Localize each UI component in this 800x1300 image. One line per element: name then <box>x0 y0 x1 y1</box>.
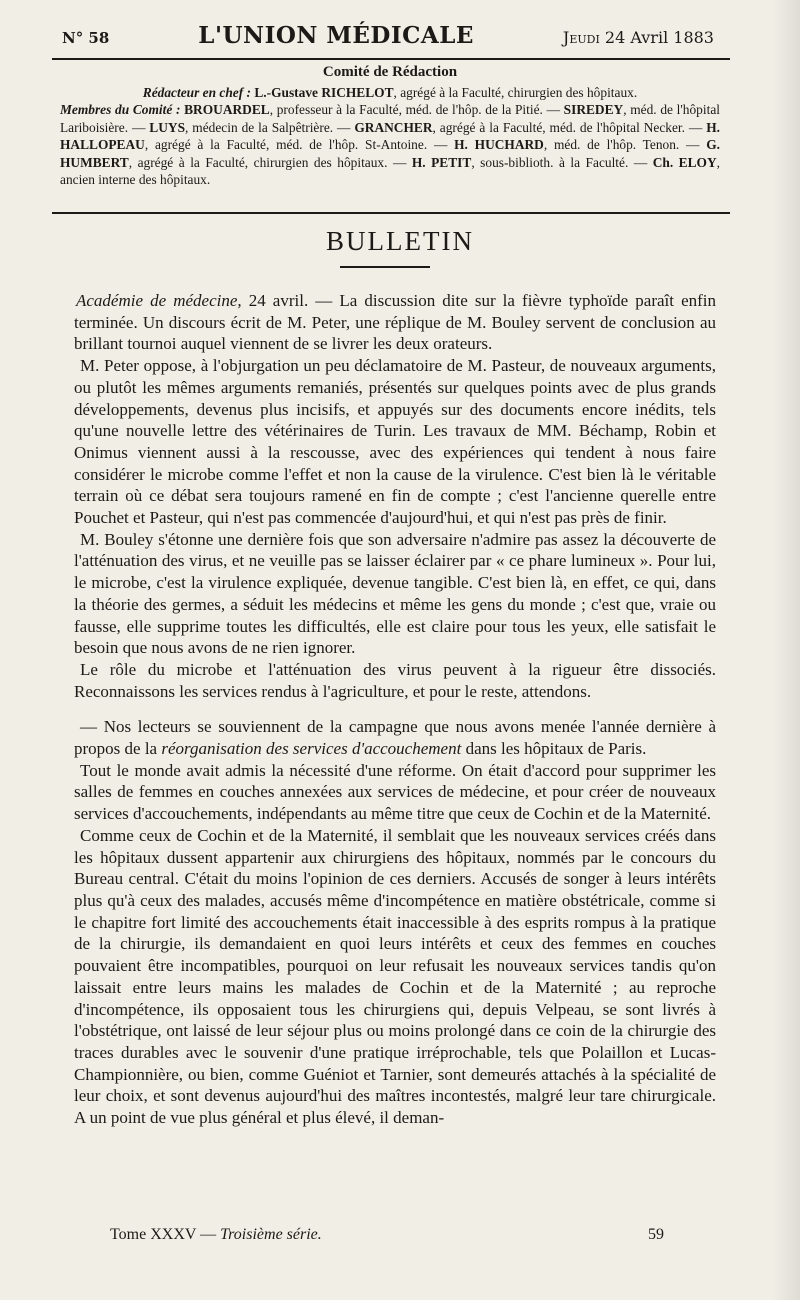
journal-title: L'UNION MÉDICALE <box>198 22 474 49</box>
paragraph: M. Bouley s'étonne une dernière fois que son adversaire n'admire pas assez la découverte de l'atténuation des virus, et ne veuille pas se laisser éclairer par « ce phare lumineux ». Pour lui, le microbe, c'est la virulence expliquée, devenue tangible. C'est bien là, en effet, ce qui, dans la théorie des germes, a séduit les médecins et même les gens du monde ; c'est que, vraie ou fausse, elle supprime toutes les difficultés, elle est claire pour tous les yeux, elle satisfait le besoin que nous avons de ne rien ignorer. <box>74 529 716 658</box>
editor-desc: , agrégé à la Faculté, chirurgien des hôpitaux. <box>393 84 638 100</box>
members-label: Membres du Comité : <box>60 102 181 117</box>
member-desc: , méd. de l'hôp. Tenon. — <box>543 137 707 152</box>
issue-date <box>563 28 714 47</box>
volume-number: Tome XXXV — <box>110 1226 221 1243</box>
series-label: Troisième série. <box>220 1226 322 1243</box>
member-name: Ch. ELOY <box>652 154 717 170</box>
member-desc: , professeur à la Faculté, méd. de l'hôp. de la Pitié. — <box>269 102 564 117</box>
editor-line <box>60 84 720 102</box>
editorial-committee <box>60 64 720 189</box>
member-name: LUYS <box>149 119 186 135</box>
paragraph <box>74 290 716 355</box>
issue-day: Jeudi <box>562 28 600 47</box>
member-name: G. HUMBERT <box>60 137 720 170</box>
paragraph: Comme ceux de Cochin et de la Maternité, il semblait que les nouveaux services créés dans les hôpitaux dussent appartenir aux chirurgiens des hôpitaux, nommés par le concours du Bureau central. C'était du moins l'opinion de ces derniers. Accusés de songer à leurs intérêts plus qu'à ceux des malades, accusés même d'incompétence en matière obstétricale, comme si le chapitre fort limité des accouchements était inaccessible à des esprits rompus à la pratique de la chirurgie, ils demandaient en quoi leurs intérêts et ceux des femmes en couches pouvaient être incompatibles, pourquoi on leur refusait les nouveaux services tandis qu'on laissait entre leurs mains les malades de Cochin et de la Maternité ; au reproche d'incompétence, ils opposaient tous les chirurgiens qui, depuis Velpeau, se sont livrés à l'obstétrique, ont laissé de leur séjour plus ou moins prolongé dans ce coin de la chirurgie des traces durables avec le souvenir d'une pratique irréprochable, tels que Polaillon et Lucas-Championnière, ou bien, comme Guéniot et Tarnier, sont demeurés attachés à la spécialité de leur choix, et sont devenus aujourd'hui des maîtres incontestés, malgré leur tare chirurgicale. A un point de vue plus général et plus élevé, il deman- <box>74 825 716 1128</box>
paragraph: Le rôle du microbe et l'atténuation des virus peuvent à la rigueur être dissociés. Reconnaissons les services rendus à l'agriculture, et pour le reste, attendons. <box>74 659 716 701</box>
paragraph-emphasis: réorganisation des services d'accouchement <box>161 739 462 759</box>
member-desc: , médecin de la Salpêtrière. — <box>185 119 355 135</box>
page-edge-shadow <box>772 0 800 1300</box>
member-desc: , méd. de l'hôpital Lariboisière. — <box>60 102 720 135</box>
running-header <box>62 22 714 52</box>
paragraph-text: — Nos lecteurs se souviennent de la campagne que nous avons menée l'année dernière à propos de la <box>74 717 716 759</box>
member-name: GRANCHER <box>354 119 433 135</box>
member-name: H. HALLOPEAU <box>60 119 721 152</box>
volume-info <box>110 1226 322 1244</box>
page-number: 59 <box>648 1226 664 1243</box>
member-desc: , sous-biblioth. à la Faculté. — <box>471 154 653 170</box>
member-desc: , agrégé à la Faculté, méd. de l'hôpital Necker. — <box>432 119 707 135</box>
paragraph: M. Peter oppose, à l'objurgation un peu déclamatoire de M. Pasteur, de nouveaux arguments, ou plutôt les mêmes arguments remaniés, présentés sur quelques points avec de plus grands développements, devenus plus incisifs, et appuyés sur des documents encore inédits, tels qu'une nouvelle lettre des vétérinaires de Turin. Les travaux de MM. Béchamp, Robin et Onimus viennent aussi à la rescousse, avec des expériences qui tendent à nous faire considérer le microbe comme l'effet et non la cause de la virulence. C'est bien là le véritable terrain où ce débat sera toujours ramené en fin de compte ; c'est l'ancienne querelle entre Pouchet et Pasteur, qui n'est pas commencée d'aujourd'hui, et qui n'est pas près de finir. <box>74 356 716 528</box>
committee-title: Comité de Rédaction <box>322 64 458 80</box>
issue-number: N° 58 <box>62 29 110 47</box>
member-name: H. PETIT <box>411 154 472 170</box>
paragraph-lead: Académie de médecine, <box>76 291 242 310</box>
member-name: H. HUCHARD <box>454 137 544 152</box>
member-desc: , agrégé à la Faculté, chirurgien des hôpitaux. — <box>128 154 412 170</box>
paragraph-gap <box>74 702 716 716</box>
members-list <box>60 101 720 189</box>
page-footer <box>110 1226 664 1244</box>
paragraph-text: dans les hôpitaux de Paris. <box>461 739 647 759</box>
issue-date-text: 24 Avril 1883 <box>604 28 714 47</box>
member-name: BROUARDEL <box>184 102 270 117</box>
editor-label: Rédacteur en chef : <box>142 84 252 100</box>
member-name: SIREDEY <box>563 102 624 117</box>
committee-rule <box>52 212 730 214</box>
paragraph: Tout le monde avait admis la nécessité d'une réforme. On était d'accord pour supprimer les salles de femmes en couches annexées aux services de médecine, et pour créer de nouveaux services d'accouchements, indépendants au même titre que ceux de Cochin et de la Maternité. <box>74 760 716 824</box>
paragraph-text: 24 avril. — La discussion dite sur la fièvre typhoïde paraît enfin terminée. Un discours écrit de M. Peter, une réplique de M. Bouley servent de conclusion au brillant tournoi auquel viennent de se livrer les deux orateurs. <box>74 291 717 354</box>
heading-underline <box>340 266 430 268</box>
article-body <box>74 290 716 1129</box>
section-heading: BULLETIN <box>326 226 474 256</box>
member-desc: , agrégé à la Faculté, méd. de l'hôp. St-Antoine. — <box>144 137 455 152</box>
paragraph <box>74 716 716 759</box>
member-desc: , ancien interne des hôpitaux. <box>60 154 720 187</box>
header-rule <box>52 58 730 60</box>
editor-name: L.-Gustave RICHELOT <box>254 84 394 100</box>
